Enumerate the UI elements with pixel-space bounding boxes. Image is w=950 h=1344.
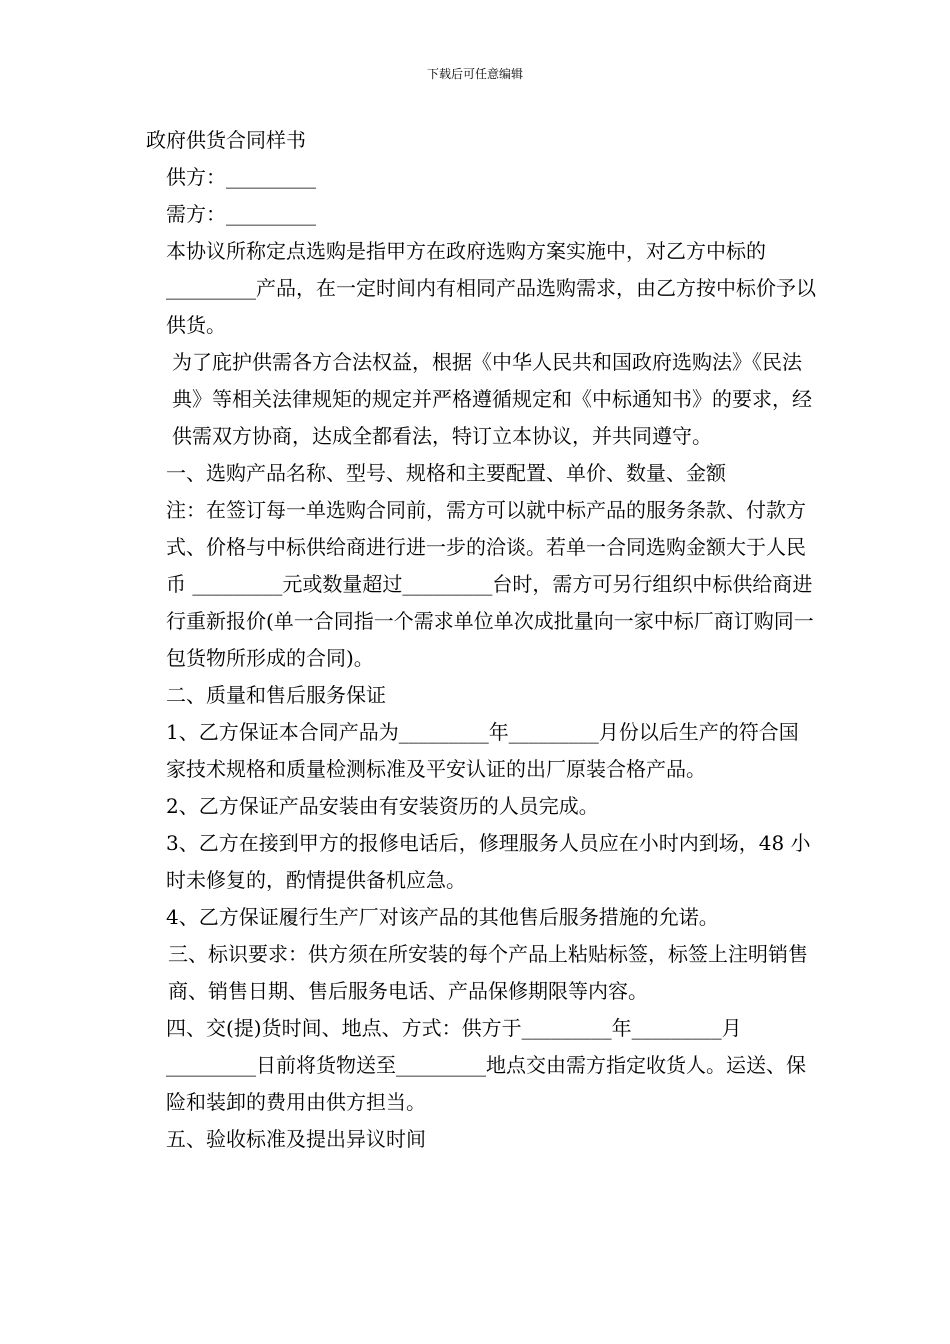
purpose-paragraph: 为了庇护供需各方合法权益，根据《中华人民共和国政府选购法》《民法典》等相关法律规矩的规定并严格遵循规定和《中标通知书》的要求，经供需双方协商，达成全都看法，特订立本协议，并共同遵守。 [172, 350, 812, 448]
supplier-line: 供方：_________ [166, 165, 316, 189]
section-heading-3: 三、标识要求：供方须在所安装的每个产品上粘贴标签，标签上注明销售商、销售日期、售后服务电话、产品保修期限等内容。 [168, 942, 808, 1003]
clause-item-2: 2、乙方保证产品安装由有安装资历的人员完成。 [166, 794, 599, 818]
document-title: 政府供货合同样书 [146, 128, 306, 152]
document-body [146, 122, 818, 1158]
note-paragraph: 注：在签订每一单选购合同前，需方可以就中标产品的服务条款、付款方式、价格与中标供给商进行进一步的洽谈。若单一合同选购金额大于人民币 _________元或数量超过_________台时，需方可另行组织中标供给商进行重新报价(单一合同指一个需求单位单次成批量向一家中标厂商订购同一包货物所形成的合同)。 [166, 498, 814, 670]
section-heading-5: 五、验收标准及提出异议时间 [166, 1127, 426, 1151]
intro-paragraph: 本协议所称定点选购是指甲方在政府选购方案实施中，对乙方中标的_________产品，在一定时间内有相同产品选购需求，由乙方按中标价予以供货。 [166, 239, 816, 337]
buyer-line: 需方：_________ [166, 202, 316, 226]
clause-item-1: 1、乙方保证本合同产品为_________年_________月份以后生产的符合国家技术规格和质量检测标准及平安认证的出厂原装合格产品。 [166, 720, 799, 781]
page-header: 下载后可任意编辑 [426, 67, 523, 81]
clause-item-3: 3、乙方在接到甲方的报修电话后，修理服务人员应在小时内到场，48 小时未修复的，酌情提供备机应急。 [166, 831, 811, 892]
clause-item-4: 4、乙方保证履行生产厂对该产品的其他售后服务措施的允诺。 [166, 905, 719, 929]
section-heading-4: 四、交(提)货时间、地点、方式：供方于_________年_________月_________日前将货物送至_________地点交由需方指定收货人。运送、保险和装卸的费用由供方担当。 [166, 1016, 806, 1114]
section-heading-1: 一、选购产品名称、型号、规格和主要配置、单价、数量、金额 [166, 461, 726, 485]
section-heading-2: 二、质量和售后服务保证 [166, 683, 386, 707]
